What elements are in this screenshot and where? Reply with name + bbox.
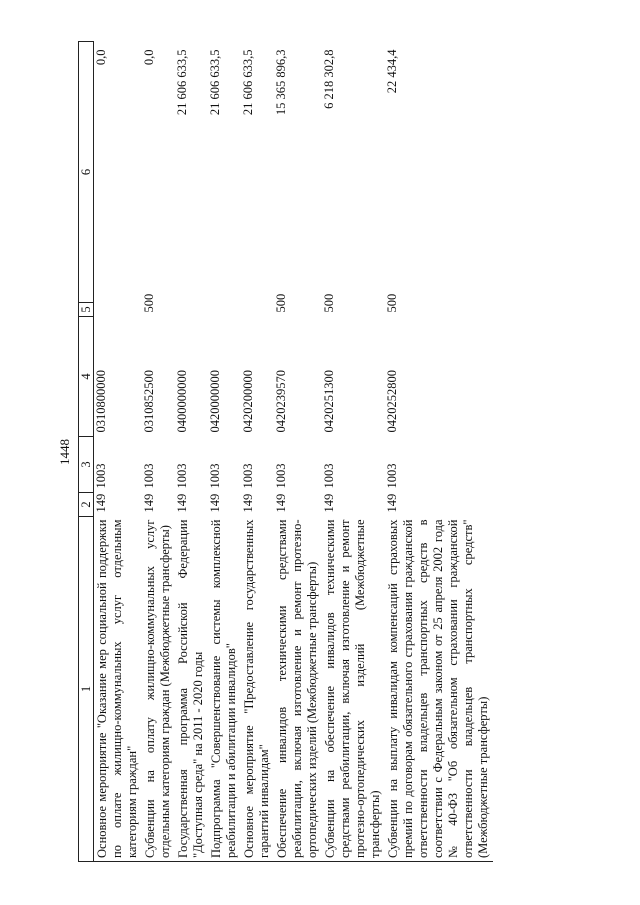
cell-sum: 22 434,4	[385, 49, 399, 94]
cell-sum: 21 606 633,5	[208, 49, 222, 116]
cell-grbs: 149	[94, 493, 108, 513]
cell-vr: 500	[322, 293, 336, 313]
cell-grbs: 149	[175, 493, 189, 513]
cell-vr	[94, 303, 143, 317]
cell-razdel: 1003	[241, 463, 255, 489]
header-col-4: 4	[79, 317, 94, 437]
cell-csr: 0420200000	[241, 370, 255, 433]
cell-vr: 500	[274, 293, 288, 313]
cell-vr	[241, 303, 274, 317]
budget-table	[78, 41, 493, 862]
cell-csr: 0400000000	[175, 370, 189, 433]
cell-razdel: 1003	[274, 463, 288, 489]
cell-name: Основное мероприятие "Предоставление государственных гарантий инвалидам"	[241, 517, 274, 862]
cell-vr	[175, 303, 208, 317]
cell-razdel: 1003	[94, 463, 108, 489]
header-col-5: 5	[79, 303, 94, 317]
table-body	[94, 42, 494, 862]
table-row	[175, 42, 208, 862]
cell-razdel: 1003	[385, 463, 399, 489]
cell-name: Субвенции на выплату инвалидам компенсаций страховых премий по договорам обязательного страхования гражданской ответственности владельцев транспортных средств в соответствии с Федеральным законом от 25 апреля 2002 года № 40-ФЗ "Об обязательном страховании гражданской ответственности владельцев транспортных средств" (Межбюджетные трансферты)	[385, 517, 493, 862]
cell-razdel: 1003	[142, 463, 156, 489]
cell-grbs: 149	[385, 493, 399, 513]
cell-sum: 15 365 896,3	[274, 49, 288, 116]
cell-csr: 0420239570	[274, 370, 288, 433]
cell-grbs: 149	[208, 493, 222, 513]
header-col-3: 3	[79, 437, 94, 493]
cell-name: Государственная программа Российской Федерации "Доступная среда" на 2011 - 2020 годы	[175, 517, 208, 862]
page-number: 1448	[57, 439, 72, 465]
cell-grbs: 149	[142, 493, 156, 513]
cell-csr: 0420000000	[208, 370, 222, 433]
cell-sum: 21 606 633,5	[175, 49, 189, 116]
cell-name: Основное мероприятие "Оказание мер социальной поддержки по оплате жилищно-коммунальных услуг отдельным категориям граждан"	[94, 517, 143, 862]
cell-csr: 0310800000	[94, 370, 108, 433]
cell-name: Подпрограмма "Совершенствование системы комплексной реабилитации и абилитации инвалидов"	[208, 517, 241, 862]
table-row	[274, 42, 322, 862]
cell-grbs: 149	[274, 493, 288, 513]
cell-vr: 500	[385, 293, 399, 313]
cell-sum: 6 218 302,8	[322, 49, 336, 109]
cell-name: Субвенции на оплату жилищно-коммунальных услуг отдельным категориям граждан (Межбюджетные трансферты)	[142, 517, 175, 862]
header-col-1: 1	[79, 517, 94, 862]
rotated-page-content	[78, 42, 638, 862]
table-row	[208, 42, 241, 862]
cell-razdel: 1003	[208, 463, 222, 489]
cell-vr	[208, 303, 241, 317]
table-row	[385, 42, 493, 862]
cell-sum: 21 606 633,5	[241, 49, 255, 116]
table-row	[322, 42, 385, 862]
table-row	[241, 42, 274, 862]
cell-vr: 500	[142, 293, 156, 313]
cell-name: Обеспечение инвалидов техническими средствами реабилитации, включая изготовление и ремонт протезно-ортопедических изделий (Межбюджетные трансферты)	[274, 517, 322, 862]
cell-name: Субвенции на обеспечение инвалидов техническими средствами реабилитации, включая изготовление и ремонт протезно-ортопедических изделий (Межбюджетные трансферты)	[322, 517, 385, 862]
cell-razdel: 1003	[322, 463, 336, 489]
cell-csr: 0420251300	[322, 370, 336, 433]
header-col-2: 2	[79, 493, 94, 517]
cell-grbs: 149	[241, 493, 255, 513]
table-row	[142, 42, 175, 862]
header-row	[79, 42, 94, 862]
cell-grbs: 149	[322, 493, 336, 513]
cell-csr: 0310852500	[142, 370, 156, 433]
cell-csr: 0420252800	[385, 370, 399, 433]
cell-sum: 0,0	[142, 49, 156, 66]
cell-razdel: 1003	[175, 463, 189, 489]
table-row	[94, 42, 143, 862]
header-col-6: 6	[79, 42, 94, 303]
cell-sum: 0,0	[94, 49, 108, 66]
